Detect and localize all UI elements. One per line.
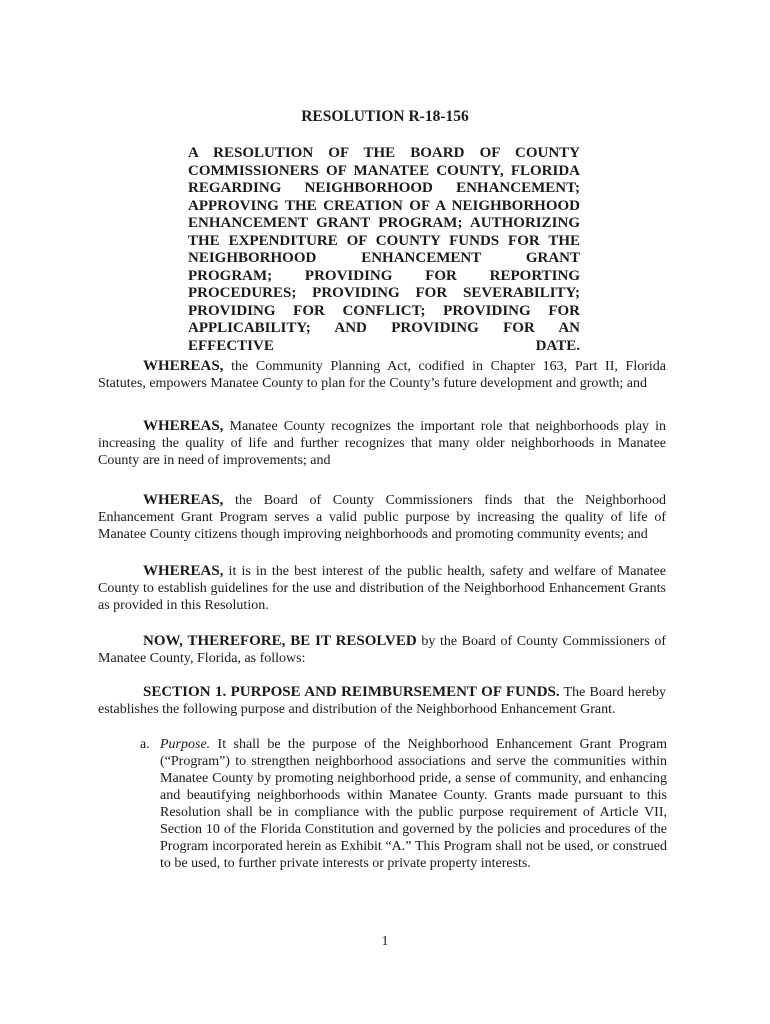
list-marker: a. xyxy=(140,737,150,752)
whereas-paragraph-4 xyxy=(98,563,666,614)
resolution-title: RESOLUTION R-18-156 xyxy=(301,108,469,125)
page-number: 1 xyxy=(381,934,389,949)
section-heading: SECTION 1. PURPOSE AND REIMBURSEMENT OF FUNDS. xyxy=(143,684,560,700)
paragraph-lead: NOW, THEREFORE, BE IT RESOLVED xyxy=(143,633,417,649)
paragraph-text: Manatee County recognizes the important role that neighborhoods play in increasing the quality of life and further recognizes that many older neighborhoods in Manatee County are in need of improvements; and xyxy=(98,419,666,468)
paragraph-text: the Board of County Commissioners finds that the Neighborhood Enhancement Grant Program serves a valid public purpose by increasing the quality of life of Manatee County citizens though improving neighborhoods and promoting community events; and xyxy=(98,493,666,542)
item-text: It shall be the purpose of the Neighborhood Enhancement Grant Program (“Program”) to strengthen neighborhood associations and serve the communities within Manatee County by promoting neighborhood pride, a sense of community, and enhancing and beautifying neighborhoods within Manatee County. Grants made pursuant to this Resolution shall be in compliance with the public purpose requirement of Article VII, Section 10 of the Florida Constitution and governed by the policies and procedures of the Program incorporated herein as Exhibit “A.” This Program shall not be used, or construed to be used, to further private interests or private property interests. xyxy=(160,737,667,871)
resolved-paragraph xyxy=(98,633,666,667)
whereas-paragraph-2 xyxy=(98,418,666,469)
paragraph-lead: WHEREAS, xyxy=(143,418,224,434)
paragraph-lead: WHEREAS, xyxy=(143,492,224,508)
paragraph-text: The Board hereby establishes the following purpose and distribution of the Neighborhood Enhancement Grant. xyxy=(98,685,666,717)
paragraph-text: by the Board of County Commissioners of Manatee County, Florida, as follows: xyxy=(98,634,666,666)
paragraph-text: the Community Planning Act, codified in Chapter 163, Part II, Florida Statutes, empowers Manatee County to plan for the County’s future development and growth; and xyxy=(98,359,666,391)
paragraph-lead: WHEREAS, xyxy=(143,563,224,579)
paragraph-text: it is in the best interest of the public health, safety and welfare of Manatee County to establish guidelines for the use and distribution of the Neighborhood Enhancement Grants as provided in this Resolution. xyxy=(98,564,666,613)
list-item-purpose xyxy=(140,736,667,872)
whereas-paragraph-3 xyxy=(98,492,666,543)
resolution-abstract: A RESOLUTION OF THE BOARD OF COUNTY COMMISSIONERS OF MANATEE COUNTY, FLORIDA REGARDING NEIGHBORHOOD ENHANCEMENT; APPROVING THE CREATION OF A NEIGHBORHOOD ENHANCEMENT GRANT PROGRAM; AUTHORIZING THE EXPENDITURE OF COUNTY FUNDS FOR THE NEIGHBORHOOD ENHANCEMENT GRANT PROGRAM; PROVIDING FOR REPORTING PROCEDURES; PROVIDING FOR SEVERABILITY; PROVIDING FOR CONFLICT; PROVIDING FOR APPLICABILITY; AND PROVIDING FOR AN EFFECTIVE DATE. xyxy=(188,145,580,354)
paragraph-lead: WHEREAS, xyxy=(143,358,224,374)
section-1-paragraph xyxy=(98,684,666,718)
whereas-paragraph-1 xyxy=(98,358,666,392)
item-lead: Purpose. xyxy=(160,737,211,752)
